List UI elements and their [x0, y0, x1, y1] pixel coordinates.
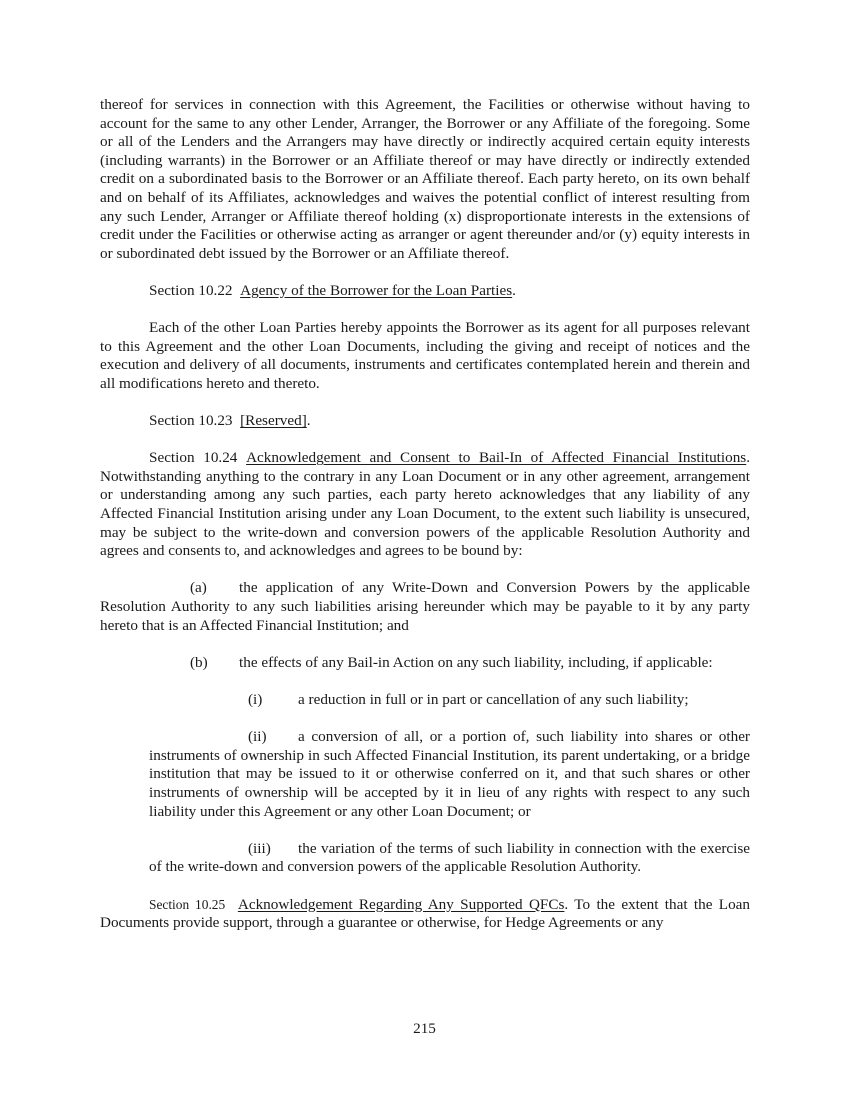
section-10-22-body: Each of the other Loan Parties hereby appoints the Borrower as its agent for all purposes relevant to this Agreement and the other Loan Documents, including the giving and receipt of notices and the execution and delivery of all documents, instruments and certificates contemplated herein and therein and all modifications hereto and thereto. [100, 319, 750, 392]
section-10-23-heading: Section 10.23 [Reserved]. [149, 412, 311, 430]
section-10-22-heading: Section 10.22 Agency of the Borrower for the Loan Parties. [149, 281, 516, 299]
clause-text: the variation of the terms of such liability in connection with the exercise of the write-down and conversion powers of the applicable Resolution Authority. [149, 839, 750, 876]
intro-paragraph: thereof for services in connection with this Agreement, the Facilities or otherwise without having to account for the same to any other Lender, Arranger, the Borrower or any Affiliate of the foregoing. Some or all of the Lenders and the Arrangers may have directly or indirectly acquired certain equity interests (including warrants) in the Borrower or an Affiliate thereof or may have directly or indirectly extended credit on a subordinated basis to the Borrower or an Affiliate thereof. Each party hereto, on its own behalf and on behalf of its Affiliates, acknowledges and waives the potential conflict of interest resulting from any such Lender, Arranger or Affiliate thereof holding (x) disproportionate interests in the extensions of credit under the Facilities or otherwise acting as arranger or agent thereunder and/or (y) equity interests in or subordinated debt issued by the Borrower or an Affiliate thereof. [100, 96, 750, 262]
section-title: Acknowledgement Regarding Any Supported QFCs [237, 895, 565, 913]
section-title: [Reserved] [240, 412, 307, 430]
clause-ii [149, 728, 750, 821]
section-10-25-paragraph: Section 10.25 Acknowledgement Regarding Any Supported QFCs. To the extent that the Loan Documents provide support, through a guarantee or otherwise, for Hedge Agreements or any [100, 895, 750, 932]
clause-label: (i) [248, 691, 263, 708]
clause-a [100, 579, 750, 635]
clause-b [100, 654, 750, 673]
page-number: 215 [413, 1020, 436, 1037]
clause-label: (a) [190, 579, 207, 597]
section-number: Section 10.22 [149, 281, 233, 299]
clause-label: (b) [190, 653, 208, 671]
section-body: Notwithstanding anything to the contrary in any Loan Document or in any other agreement, arrangement or understanding among any such parties, each party hereto acknowledges that any liability of any Affected Financial Institution arising under any Loan Document, to the extent such liability is unsecured, may be subject to the write-down and conversion powers of the applicable Resolution Authority and agrees and consents to, and acknowledges and agrees to be bound by: [100, 467, 750, 560]
section-10-24-paragraph: Section 10.24 Acknowledgement and Consent to Bail-In of Affected Financial Institutions. Notwithstanding anything to the contrary in any Loan Document or in any other agreement, arrangement or understanding among any such parties, each party hereto acknowledges that any liability of any Affected Financial Institution arising under any Loan Document, to the extent such liability is unsecured, may be subject to the write-down and conversion powers of the applicable Resolution Authority and agrees and consents to, and acknowledges and agrees to be bound by: [100, 449, 751, 560]
clause-text: a reduction in full or in part or cancellation of any such liability; [298, 691, 689, 708]
section-title: Agency of the Borrower for the Loan Parties [240, 281, 513, 299]
section-number: Section 10.23 [149, 412, 233, 430]
section-title: Acknowledgement and Consent to Bail-In of Affected Financial Institutions [246, 449, 747, 467]
section-body: To the extent that the Loan Documents provide support, through a guarantee or otherwise, for Hedge Agreements or any [100, 895, 750, 932]
clause-text: the effects of any Bail-in Action on any such liability, including, if applicable: [239, 653, 713, 671]
section-number: Section 10.25 [149, 896, 226, 912]
section-number: Section 10.24 [149, 449, 238, 467]
clause-i [149, 691, 750, 710]
clause-text: the application of any Write-Down and Conversion Powers by the applicable Resolution Authority to any such liabilities arising hereunder which may be payable to it by any party hereto that is an Affected Financial Institution; and [100, 579, 750, 634]
clause-iii [149, 840, 750, 877]
clause-text: a conversion of all, or a portion of, such liability into shares or other instruments of ownership in such Affected Financial Institution, its parent undertaking, or a bridge institution that may be issued to it or otherwise conferred on it, and that such shares or other instruments of ownership will be accepted by it in lieu of any rights with respect to any such liability under this Agreement or any other Loan Document; or [149, 728, 750, 820]
clause-label: (iii) [248, 839, 271, 857]
document-page [100, 96, 750, 933]
clause-label: (ii) [248, 728, 267, 746]
